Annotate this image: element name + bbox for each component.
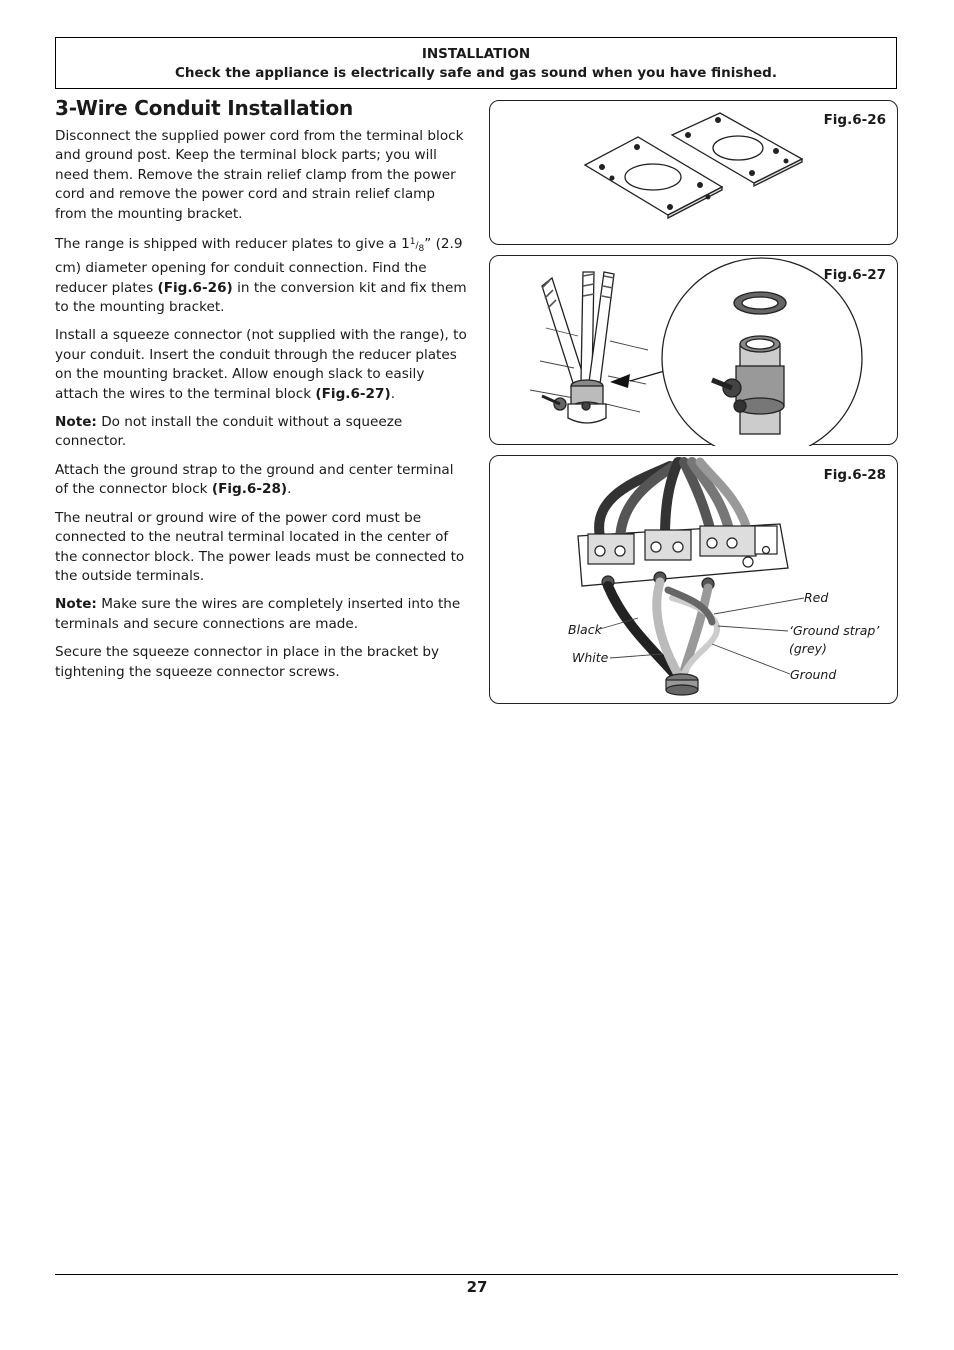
figure-6-26 xyxy=(489,100,898,245)
footer-divider xyxy=(55,1274,898,1275)
instructions-column xyxy=(55,96,470,691)
note-squeeze-connector xyxy=(55,413,470,452)
wire-black xyxy=(608,586,678,678)
paragraph-neutral-wire: The neutral or ground wire of the power cord must be connected to the neutral terminal located in the center of the connector block. The power leads must be connected to the outside terminals. xyxy=(55,509,465,584)
plate-opening xyxy=(625,164,681,190)
paragraph-squeeze-connector xyxy=(55,326,470,404)
p4-text-a: Attach the ground strap to the ground and center terminal of the connector block xyxy=(55,461,454,498)
plate-opening xyxy=(713,136,763,160)
banner-title: INSTALLATION xyxy=(421,46,531,62)
figure-label: Fig.6-26 xyxy=(823,112,886,128)
p3-text-b: . xyxy=(390,385,396,402)
paragraph-ground-strap xyxy=(55,461,470,500)
callout-white: White xyxy=(572,650,609,665)
figure-6-27 xyxy=(489,255,898,445)
page-number: 27 xyxy=(466,1278,488,1296)
fraction: $^1/_8$ xyxy=(409,237,425,254)
figure-6-28 xyxy=(489,455,898,704)
p2-text-c: in the conversion kit and fix them to the mounting bracket. xyxy=(55,279,467,316)
paragraph-secure-connector: Secure the squeeze connector in place in the bracket by tightening the squeeze connector screws. xyxy=(55,644,440,680)
callout-grey: (grey) xyxy=(789,641,827,656)
fig-ref-6-26: (Fig.6-26) xyxy=(157,279,233,296)
figure-label: Fig.6-27 xyxy=(823,267,886,283)
note-wires-inserted xyxy=(55,595,470,634)
callout-black: Black xyxy=(568,622,602,637)
terminal-block-illustration xyxy=(490,456,899,705)
fraction-denominator: 8 xyxy=(418,243,425,254)
banner-subtitle: Check the appliance is electrically safe and gas sound when you have finished. xyxy=(175,65,777,81)
p4-text-b: . xyxy=(287,481,292,498)
p2-text-b: ” (2.9 cm) diameter opening for conduit connection. Find the reducer plates xyxy=(55,236,463,296)
pointer-arrow xyxy=(610,374,630,388)
p3-text-a: Install a squeeze connector (not supplied with the range), to your conduit. Insert the conduit through the reducer plates on the mounting bracket. Allow enough slack to easily attach the wires to the terminal block xyxy=(55,327,467,402)
note-text: Make sure the wires are completely inserted into the terminals and secure connections are made. xyxy=(55,596,461,632)
note-label: Note: xyxy=(55,414,97,431)
reducer-plates-illustration xyxy=(490,101,899,246)
note-text: Do not install the conduit without a squeeze connector. xyxy=(55,414,403,450)
conduit-illustration xyxy=(490,256,899,446)
installation-banner xyxy=(55,37,897,89)
section-heading: 3-Wire Conduit Installation xyxy=(55,96,354,120)
paragraph-disconnect: Disconnect the supplied power cord from the terminal block and ground post. Keep the terminal block parts; you will need them. Remove the strain relief clamp from the power cord and remove the power cord and strain relief clamp from the mounting bracket. xyxy=(55,128,464,222)
paragraph-reducer-plates xyxy=(55,233,470,317)
callout-red: Red xyxy=(804,590,829,605)
note-label: Note: xyxy=(55,596,97,613)
fraction-numerator: 1 xyxy=(409,237,416,248)
p2-text-a: The range is shipped with reducer plates to give a 1 xyxy=(55,236,410,253)
callout-ground: Ground xyxy=(790,667,837,682)
figure-label: Fig.6-28 xyxy=(823,467,886,483)
fig-ref-6-27: (Fig.6-27) xyxy=(315,385,391,402)
fig-ref-6-28: (Fig.6-28) xyxy=(211,481,288,498)
callout-ground-strap: ‘Ground strap’ xyxy=(789,623,880,638)
